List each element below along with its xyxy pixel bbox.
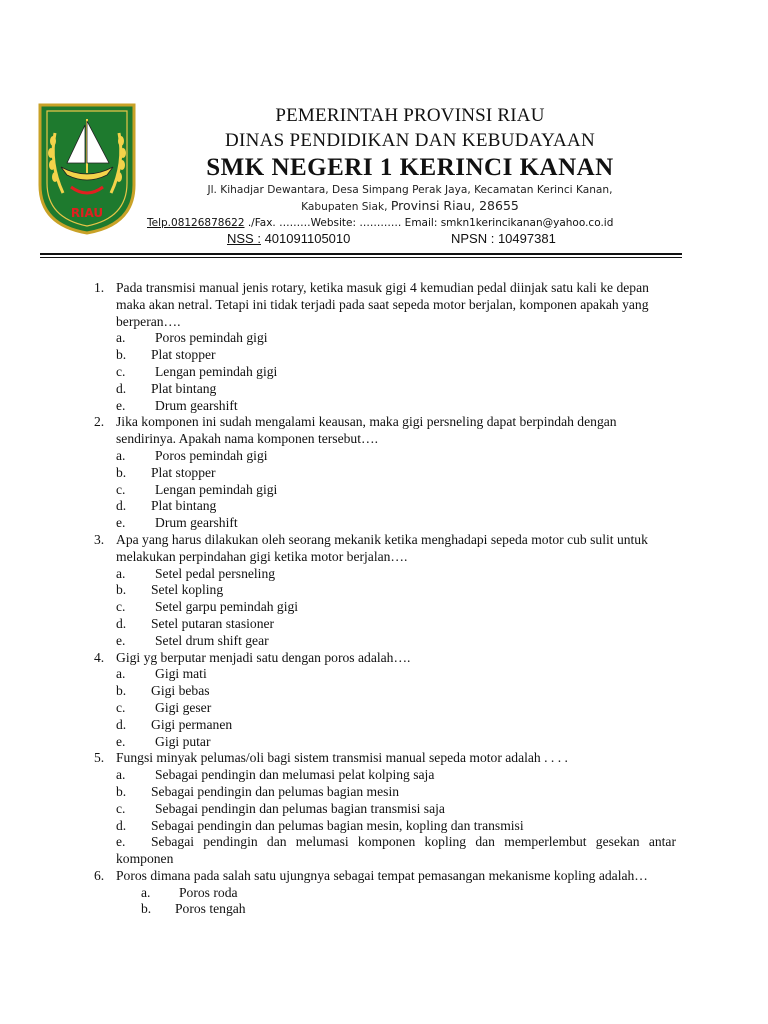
question-body: Pada transmisi manual jenis rotary, ketika masuk gigi 4 kemudian pedal diinjak satu kali ke depan maka akan netral. Tetapi ini tidak terjadi pada saat sepeda motor berjalan, komponen apakah yang berperan…. — [116, 280, 649, 329]
question-3 — [0, 532, 768, 650]
option-d — [0, 381, 768, 398]
question-number: 4. — [94, 649, 105, 665]
question-text — [0, 414, 676, 448]
question-body: Gigi yg berputar menjadi satu dengan poros adalah…. — [116, 649, 411, 665]
letterhead — [140, 104, 680, 215]
option-text: Gigi mati — [155, 666, 207, 682]
option-letter: b. — [116, 464, 127, 480]
header-rule-thick — [40, 253, 682, 255]
option-letter: a. — [116, 330, 126, 346]
telp-number: Telp.08126878622 — [147, 217, 245, 229]
option-letter: a. — [116, 565, 126, 581]
option-letter: d. — [116, 380, 127, 396]
option-text: Poros pemindah gigi — [155, 330, 268, 346]
option-d — [0, 818, 768, 835]
option-b — [0, 901, 768, 918]
question-number: 6. — [94, 867, 105, 883]
option-text: Gigi permanen — [151, 716, 233, 732]
option-letter: c. — [116, 599, 126, 615]
option-c — [0, 801, 768, 818]
question-body: Poros dimana pada salah satu ujungnya sebagai tempat pemasangan mekanisme kopling adalah… — [116, 867, 648, 883]
option-text: Sebagai pendingin dan pelumas bagian mesin — [151, 783, 400, 799]
nss-label: NSS : — [227, 231, 261, 246]
option-letter: e. — [116, 515, 126, 531]
question-number: 2. — [94, 414, 105, 430]
option-a — [0, 666, 768, 683]
gov-title: PEMERINTAH PROVINSI RIAU — [275, 105, 545, 126]
logo-text: RIAU — [70, 206, 104, 220]
option-text: Gigi geser — [155, 699, 212, 715]
question-text — [0, 868, 676, 885]
option-letter: a. — [116, 666, 126, 682]
address-line-2 — [140, 198, 680, 215]
question-number: 1. — [94, 280, 105, 295]
option-text: Sebagai pendingin dan pelumas bagian mesin, kopling dan transmisi — [151, 817, 524, 833]
nss-line — [227, 231, 350, 247]
option-letter: b. — [116, 582, 127, 598]
option-e — [0, 734, 768, 751]
option-a — [0, 885, 768, 902]
option-text: Drum gearshift — [155, 397, 238, 413]
option-letter: a. — [116, 447, 126, 463]
option-letter: d. — [116, 615, 127, 631]
option-a — [0, 767, 768, 784]
question-number: 3. — [94, 531, 105, 547]
option-letter: a. — [116, 767, 126, 783]
question-6 — [0, 868, 768, 918]
option-d — [0, 498, 768, 515]
option-letter: e. — [116, 834, 126, 850]
option-letter: b. — [116, 783, 127, 799]
contact-rest: ./Fax. ………Website: ………… Email: smkn1kerincikanan@yahoo.co.id — [244, 217, 614, 229]
option-text: Lengan pemindah gigi — [155, 363, 278, 379]
option-text: Sebagai pendingin dan melumasi pelat kolping saja — [155, 767, 435, 783]
option-a — [0, 330, 768, 347]
question-number: 5. — [94, 750, 105, 766]
option-e — [0, 398, 768, 415]
option-letter: b. — [116, 683, 127, 699]
contact-line — [147, 216, 613, 230]
question-1 — [0, 280, 768, 414]
option-b — [0, 347, 768, 364]
option-c — [0, 364, 768, 381]
option-text: Setel drum shift gear — [155, 632, 269, 648]
option-c — [0, 700, 768, 717]
option-letter: a. — [141, 884, 151, 900]
nss-value: 401091105010 — [260, 231, 351, 246]
option-letter: c. — [116, 481, 126, 497]
option-text: Poros roda — [179, 884, 238, 900]
option-text: Setel garpu pemindah gigi — [155, 599, 299, 615]
option-c — [0, 482, 768, 499]
option-letter: c. — [116, 699, 126, 715]
option-text: Gigi bebas — [151, 683, 210, 699]
option-a — [0, 448, 768, 465]
option-text: Lengan pemindah gigi — [155, 481, 278, 497]
question-4 — [0, 650, 768, 751]
question-text — [0, 532, 676, 566]
option-b — [0, 465, 768, 482]
option-letter: d. — [116, 716, 127, 732]
option-a — [0, 566, 768, 583]
option-letter: d. — [116, 498, 127, 514]
option-text: Drum gearshift — [155, 515, 238, 531]
question-body: Fungsi minyak pelumas/oli bagi sistem transmisi manual sepeda motor adalah . . . . — [116, 750, 568, 766]
option-text: Plat stopper — [151, 464, 216, 480]
option-text: Setel kopling — [151, 582, 224, 598]
option-letter: c. — [116, 800, 126, 816]
option-text: Sebagai pendingin dan melumasi komponen kopling dan memperlembut gesekan antar komponen — [116, 834, 676, 867]
option-d — [0, 616, 768, 633]
option-text: Poros pemindah gigi — [155, 447, 268, 463]
header-rule-thin — [40, 257, 682, 258]
option-text: Plat stopper — [151, 347, 216, 363]
option-letter: b. — [141, 901, 152, 917]
option-letter: c. — [116, 363, 126, 379]
option-e — [0, 633, 768, 650]
option-text: Setel pedal persneling — [155, 565, 276, 581]
question-5 — [0, 750, 768, 868]
agency-title: DINAS PENDIDIKAN DAN KEBUDAYAAN — [224, 130, 596, 151]
option-letter: e. — [116, 397, 126, 413]
option-b — [0, 784, 768, 801]
option-d — [0, 717, 768, 734]
option-text: Plat bintang — [151, 380, 217, 396]
address-province: Provinsi Riau, 28655 — [390, 198, 519, 213]
option-letter: e. — [116, 632, 126, 648]
option-letter: b. — [116, 347, 127, 363]
address-line-1: Jl. Kihadjar Dewantara, Desa Simpang Perak Jaya, Kecamatan Kerinci Kanan, — [207, 184, 613, 196]
question-body: Apa yang harus dilakukan oleh seorang mekanik ketika menghadapi sepeda motor cub sulit untuk melakukan perpindahan gigi ketika motor berjalan…. — [116, 531, 648, 564]
question-list — [0, 280, 768, 918]
option-b — [0, 582, 768, 599]
option-text: Gigi putar — [155, 733, 211, 749]
option-text: Sebagai pendingin dan pelumas bagian transmisi saja — [155, 800, 445, 816]
question-text — [0, 650, 676, 667]
question-2 — [0, 414, 768, 532]
question-text — [0, 280, 676, 330]
option-c — [0, 599, 768, 616]
school-name: SMK NEGERI 1 KERINCI KANAN — [206, 154, 614, 181]
option-b — [0, 683, 768, 700]
option-text: Setel putaran stasioner — [151, 615, 275, 631]
npsn-line: NPSN : 10497381 — [451, 231, 556, 246]
question-body: Jika komponen ini sudah mengalami keausan, maka gigi persneling dapat berpindah dengan sendirinya. Apakah nama komponen tersebut…. — [116, 414, 617, 447]
option-letter: e. — [116, 733, 126, 749]
option-text: Plat bintang — [151, 498, 217, 514]
option-text: Poros tengah — [175, 901, 246, 917]
address-regency: Kabupaten Siak, — [301, 201, 388, 213]
option-e — [0, 834, 676, 868]
option-e — [0, 515, 768, 532]
option-letter: d. — [116, 817, 127, 833]
question-text — [0, 750, 676, 767]
riau-province-logo — [37, 103, 137, 235]
